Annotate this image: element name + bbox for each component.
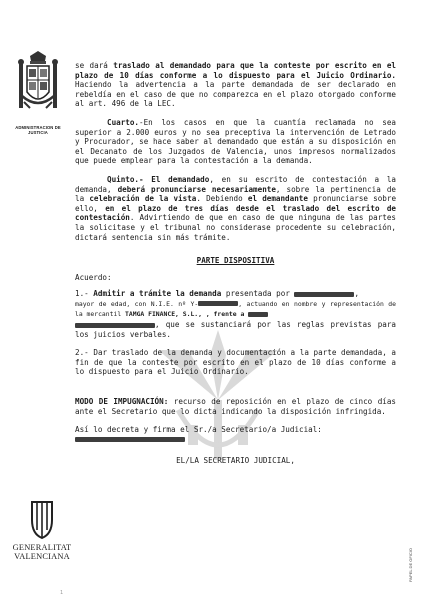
- text-span: presentada por: [221, 289, 290, 299]
- coat-of-arms-icon: [16, 50, 60, 120]
- section-title-text: PARTE DISPOSITIVA: [196, 256, 275, 266]
- bold-text: MODO DE IMPUGNACIÓN:: [75, 397, 169, 407]
- document-body: [75, 61, 396, 466]
- generalitat-logo-icon: [29, 500, 55, 540]
- text-span: Haciendo la advertencia a la parte demandada de ser declarado en rebeldía en el caso de que no comparezca en el plazo otorgado conforme al art. 496 de la LEC.: [75, 80, 396, 109]
- paragraph-traslado: [75, 61, 396, 109]
- text-span: se dará: [75, 61, 114, 70]
- bold-text: celebración de la vista: [89, 194, 197, 204]
- text-span: , actuando en nombre y representación de la mercantil: [75, 299, 396, 319]
- firma-line: [75, 425, 396, 444]
- item-1: 1.- Admitir a trámite la demanda presentada por , mayor de edad, con N.I.E. nº Y- , actuando en nombre y representación de la mercantil TAMGA FINANCE, S.L., , frente a , que se sustanciará por las reglas previstas para los juicios verbales.: [75, 289, 396, 339]
- bold-text: Quinto.- El demandado: [107, 174, 210, 184]
- acuerdo-label: Acuerdo:: [75, 272, 112, 282]
- text-span: pronunciarse sobre ello,: [75, 194, 397, 213]
- redaction: [75, 437, 185, 442]
- text-span: recurso de reposición en el plazo de cinco días ante el Secretario que lo dicta indicando la disposición infringida.: [75, 397, 397, 416]
- generalitat-line1: GENERALITAT: [12, 543, 72, 552]
- redaction: [294, 292, 354, 297]
- bold-text: Cuarto.: [107, 117, 140, 127]
- generalitat-text: [10, 544, 74, 561]
- bold-text: Admitir a trámite la demanda: [93, 289, 222, 299]
- side-code: [408, 512, 415, 582]
- text-span: . Debiendo: [196, 194, 248, 204]
- redaction: [198, 301, 238, 306]
- text-span: . Advirtiendo de que en caso de que ninguna de las partes la solicitase y el tribunal no considerase procedente su celebración, dictará sentencia sin más trámite.: [75, 213, 396, 242]
- section-title: [75, 256, 396, 266]
- bold-text: TAMGA FINANCE, S.L., , frente a: [125, 310, 249, 319]
- crest-caption: ADMINISTRACION DE JUSTICIA: [15, 125, 61, 135]
- sidebar: [10, 50, 66, 135]
- paragraph-quinto: [75, 175, 396, 242]
- text-span: -En los casos en que la cuantía reclamada no sea superior a 2.000 euros y no sea preceptiva la intervención de Letrado y Procurador, se hace saber al demandado que están a su disposición en el Decanato de los Juzgados de Valencia, unos impresos normalizados que puede emplear para la contestación a la demanda.: [75, 117, 396, 166]
- footer-logo: [10, 500, 74, 561]
- paragraph-cuarto: [75, 118, 396, 166]
- text-span: , en su escrito de contestación a la demanda,: [75, 174, 396, 194]
- redaction: [248, 312, 268, 317]
- generalitat-line2: VALENCIANA: [14, 551, 70, 561]
- text-span: mayor de edad, con N.I.E. nº Y-: [75, 299, 199, 308]
- signature-line: EL/LA SECRETARIO JUDICIAL,: [176, 456, 295, 466]
- bold-text: el demandante: [247, 194, 308, 204]
- text-span: , que se sustanciará por las reglas previstas para los juicios verbales.: [75, 320, 396, 339]
- side-code-text: PAPEL DE OFICIO: [408, 547, 413, 582]
- text-span: , sobre la pertinencia de la: [75, 184, 396, 204]
- bold-text: en el plazo de tres días desde el traslado del escrito de contestación: [75, 203, 396, 223]
- item-2: 2.- Dar traslado de la demanda y documentación a la parte demandada, a fin de que la conteste por escrito en el plazo de 10 días conforme a lo dispuesto para el Juicio Ordinario.: [75, 348, 396, 377]
- page-mark: 1: [60, 590, 64, 596]
- text-span: Así lo decreta y firma el Sr./a Secretario/a Judicial:: [75, 425, 322, 435]
- impugnacion: [75, 397, 396, 416]
- redaction: [75, 323, 155, 328]
- bold-text: traslado al demandado para que la conteste por escrito en el plazo de 10 días conforme a lo dispuesto para el Juicio Ordinario.: [75, 61, 396, 80]
- bold-text: deberá pronunciarse necesariamente: [117, 184, 276, 194]
- text-span: 1.-: [75, 289, 94, 299]
